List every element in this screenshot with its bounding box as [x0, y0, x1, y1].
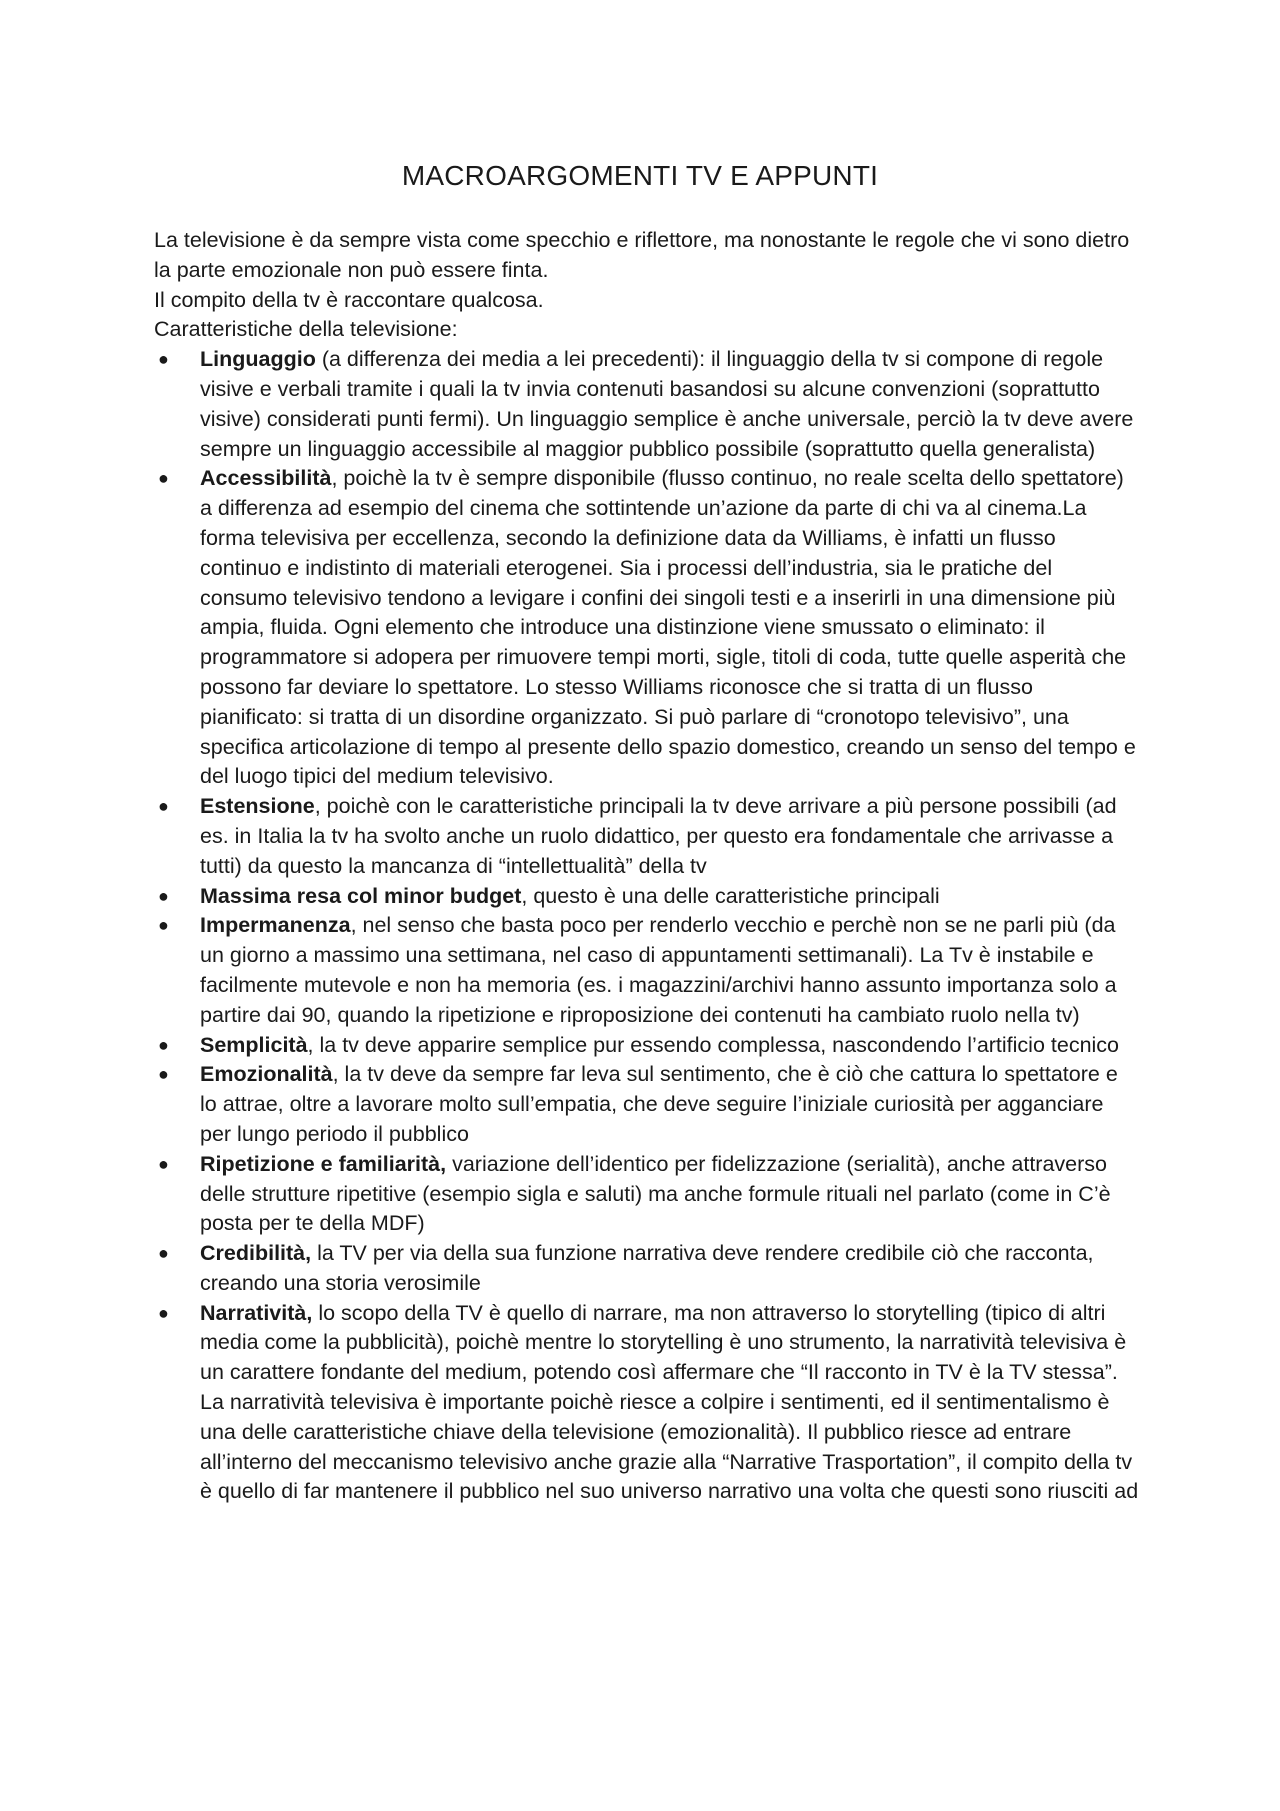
bullet-icon: ● [158, 885, 169, 906]
list-item [154, 911, 1139, 1030]
item-text: , questo è una delle caratteristiche principali [521, 883, 940, 908]
bullet-icon: ● [158, 1034, 169, 1055]
list-item [154, 1150, 1139, 1239]
item-text: la TV per via della sua funzione narrativa deve rendere credibile ciò che racconta, creando una storia verosimile [200, 1241, 1094, 1295]
list-item [154, 1060, 1139, 1149]
list-item [154, 882, 1139, 912]
bullet-icon: ● [158, 468, 169, 489]
item-text: (a differenza dei media a lei precedenti): il linguaggio della tv si compone di regole visive e verbali tramite i quali la tv invia contenuti basandosi su alcune convenzioni (soprattutto visive) considerati punti fermi). Un linguaggio semplice è anche universale, perciò la tv deve avere sempre un linguaggio accessibile al maggior pubblico possibile (soprattutto quella generalista) [200, 347, 1134, 461]
item-term: Estensione [200, 794, 315, 819]
item-term: Linguaggio [200, 347, 316, 372]
item-term: Impermanenza [200, 913, 351, 938]
intro-paragraph: Caratteristiche della televisione: [154, 317, 458, 342]
bullet-icon: ● [158, 1064, 169, 1085]
bullet-icon: ● [158, 1302, 169, 1323]
list-item [154, 1239, 1139, 1299]
list-item [154, 1031, 1139, 1061]
item-text: , la tv deve apparire semplice pur essendo complessa, nascondendo l’artificio tecnico [307, 1032, 1120, 1057]
item-term: Emozionalità [200, 1062, 333, 1087]
page-title: MACROARGOMENTI TV E APPUNTI [401, 160, 879, 191]
item-term: Credibilità, [200, 1241, 312, 1266]
list-item [154, 345, 1139, 464]
item-text: , la tv deve da sempre far leva sul sentimento, che è ciò che cattura lo spettatore e lo attrae, oltre a lavorare molto sull’empatia, che deve seguire l’iniziale curiosità per agganciare per lungo periodo il pubblico [200, 1062, 1118, 1146]
item-term: Narratività, [200, 1300, 313, 1325]
item-term: Accessibilità [200, 466, 332, 491]
item-text: , poichè la tv è sempre disponibile (flusso continuo, no reale scelta dello spettatore) a differenza ad esempio del cinema che sottintende un’azione da parte di chi va al cinema.La forma televisiva per eccellenza, secondo la definizione data da Williams, è infatti un flusso continuo e indistinto di materiali eterogenei. Sia i processi dell’industria, sia le pratiche del consumo televisivo tendono a levigare i confini dei singoli testi e a inserirli in una dimensione più ampia, fluida. Ogni elemento che introduce una distinzione viene smussato o eliminato: il programmatore si adopera per rimuovere tempi morti, sigle, titoli di coda, tutte quelle asperità che possono far deviare lo spettatore. Lo stesso Williams riconosce che si tratta di un flusso pianificato: si tratta di un disordine organizzato. Si può parlare di “cronotopo televisivo”, una specifica articolazione di tempo al presente dello spazio domestico, creando un senso del tempo e del luogo tipici del medium televisivo. [200, 466, 1136, 789]
bullet-icon: ● [158, 915, 169, 936]
list-item [154, 1299, 1139, 1508]
bullet-icon: ● [158, 1153, 169, 1174]
bullet-icon: ● [158, 1243, 169, 1264]
item-term: Massima resa col minor budget [200, 883, 522, 908]
bullet-icon: ● [158, 796, 169, 817]
item-text: lo scopo della TV è quello di narrare, ma non attraverso lo storytelling (tipico di altri media come la pubblicità), poichè mentre lo storytelling è uno strumento, la narratività televisiva è un carattere fondante del medium, potendo così affermare che “Il racconto in TV è la TV stessa”. La narratività televisiva è importante poichè riesce a colpire i sentimenti, ed il sentimentalismo è una delle caratteristiche chiave della televisione (emozionalità). Il pubblico riesce ad entrare all’interno del meccanismo televisivo anche grazie alla “Narrative Trasportation”, il compito della tv è quello di far mantenere il pubblico nel suo universo narrativo una volta che questi sono riusciti ad [200, 1300, 1139, 1504]
item-text: , poichè con le caratteristiche principali la tv deve arrivare a più persone possibili (ad es. in Italia la tv ha svolto anche un ruolo didattico, per questo era fondamentale che arrivasse a tutti) da questo la mancanza di “intellettualità” della tv [200, 794, 1117, 878]
item-term: Ripetizione e familiarità, [200, 1151, 447, 1176]
item-term: Semplicità [200, 1032, 308, 1057]
list-item [154, 792, 1139, 881]
item-text: , nel senso che basta poco per renderlo vecchio e perchè non se ne parli più (da un giorno a massimo una settimana, nel caso di appuntamenti settimanali). La Tv è instabile e facilmente mutevole e non ha memoria (es. i magazzini/archivi hanno assunto importanza solo a partire dai 90, quando la ripetizione e riproposizione dei contenuti ha cambiato ruolo nella tv) [200, 913, 1117, 1027]
intro-paragraph: Il compito della tv è raccontare qualcosa. [154, 287, 544, 312]
intro-paragraph: La televisione è da sempre vista come specchio e riflettore, ma nonostante le regole che vi sono dietro la parte emozionale non può essere finta. [154, 228, 1130, 282]
features-list [154, 345, 1139, 1507]
item-text: variazione dell’identico per fidelizzazione (serialità), anche attraverso delle strutture ripetitive (esempio sigla e saluti) ma anche formule rituali nel parlato (come in C’è posta per te della MDF) [200, 1151, 1111, 1236]
bullet-icon: ● [158, 349, 169, 370]
document-body [154, 226, 1139, 1507]
list-item [154, 464, 1139, 792]
